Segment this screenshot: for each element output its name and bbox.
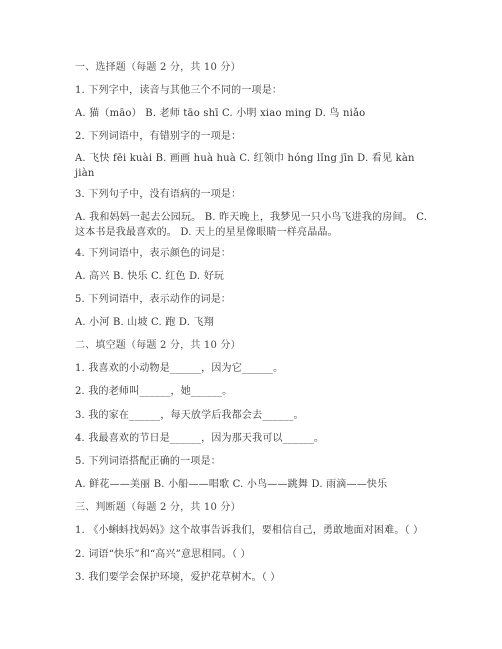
fill-question-4: 4. 我最喜欢的节日是______，因为那天我可以______。 xyxy=(75,433,325,444)
fill-question-2: 2. 我的老师叫______，她______。 xyxy=(75,386,233,397)
section-heading-fill: 二、填空题（每题 2 分，共 10 分） xyxy=(75,340,241,351)
judge-question-1: 1. 《小蝌蚪找妈妈》这个故事告诉我们，要相信自己，勇敢地面对困难。（ ） xyxy=(75,525,424,536)
judge-question-2: 2. 词语“快乐”和“高兴”意思相同。（ ） xyxy=(75,549,251,560)
question-3-options: A. 我和妈妈一起去公园玩。 B. 昨天晚上，我梦见一只小鸟飞进我的房间。 C. 这本书是我最喜欢的。 D. 天上的星星像眼睛一样亮晶晶。 xyxy=(75,212,428,238)
question-4: 4. 下列词语中，表示颜色的词是： xyxy=(75,248,232,259)
question-2-options: A. 飞快 fēi kuài B. 画画 huà huà C. 红领巾 hóng lǐng jīn D. 看见 kàn jiàn xyxy=(75,153,415,179)
fill-question-1: 1. 我喜欢的小动物是______，因为它______。 xyxy=(75,363,284,374)
judge-question-3: 3. 我们要学会保护环境，爱护花草树木。（ ） xyxy=(75,572,281,583)
question-5-options: A. 小河 B. 山坡 C. 跑 D. 飞翔 xyxy=(75,317,214,328)
fill-question-3: 3. 我的家在______，每天放学后我都会去______。 xyxy=(75,410,304,421)
question-1-options: A. 猫（māo） B. 老师 tāo shī C. 小明 xiao ming D. 鸟 niǎo xyxy=(75,108,366,119)
question-3: 3. 下列句子中，没有语病的一项是： xyxy=(75,189,242,200)
fill-question-5: 5. 下列词语搭配正确的一项是： xyxy=(75,456,221,467)
question-4-options: A. 高兴 B. 快乐 C. 红色 D. 好玩 xyxy=(75,271,225,282)
question-1: 1. 下列字中，读音与其他三个不同的一项是： xyxy=(75,85,283,96)
section-heading-choice: 一、选择题（每题 2 分，共 10 分） xyxy=(75,62,241,73)
section-heading-judge: 三、判断题（每题 2 分，共 10 分） xyxy=(75,502,241,513)
fill-question-5-options: A. 鲜花——美丽 B. 小船——唱歌 C. 小鸟——跳舞 D. 雨滴——快乐 xyxy=(75,479,388,490)
question-5: 5. 下列词语中，表示动作的词是： xyxy=(75,294,232,305)
question-2: 2. 下列词语中，有错别字的一项是： xyxy=(75,131,242,142)
